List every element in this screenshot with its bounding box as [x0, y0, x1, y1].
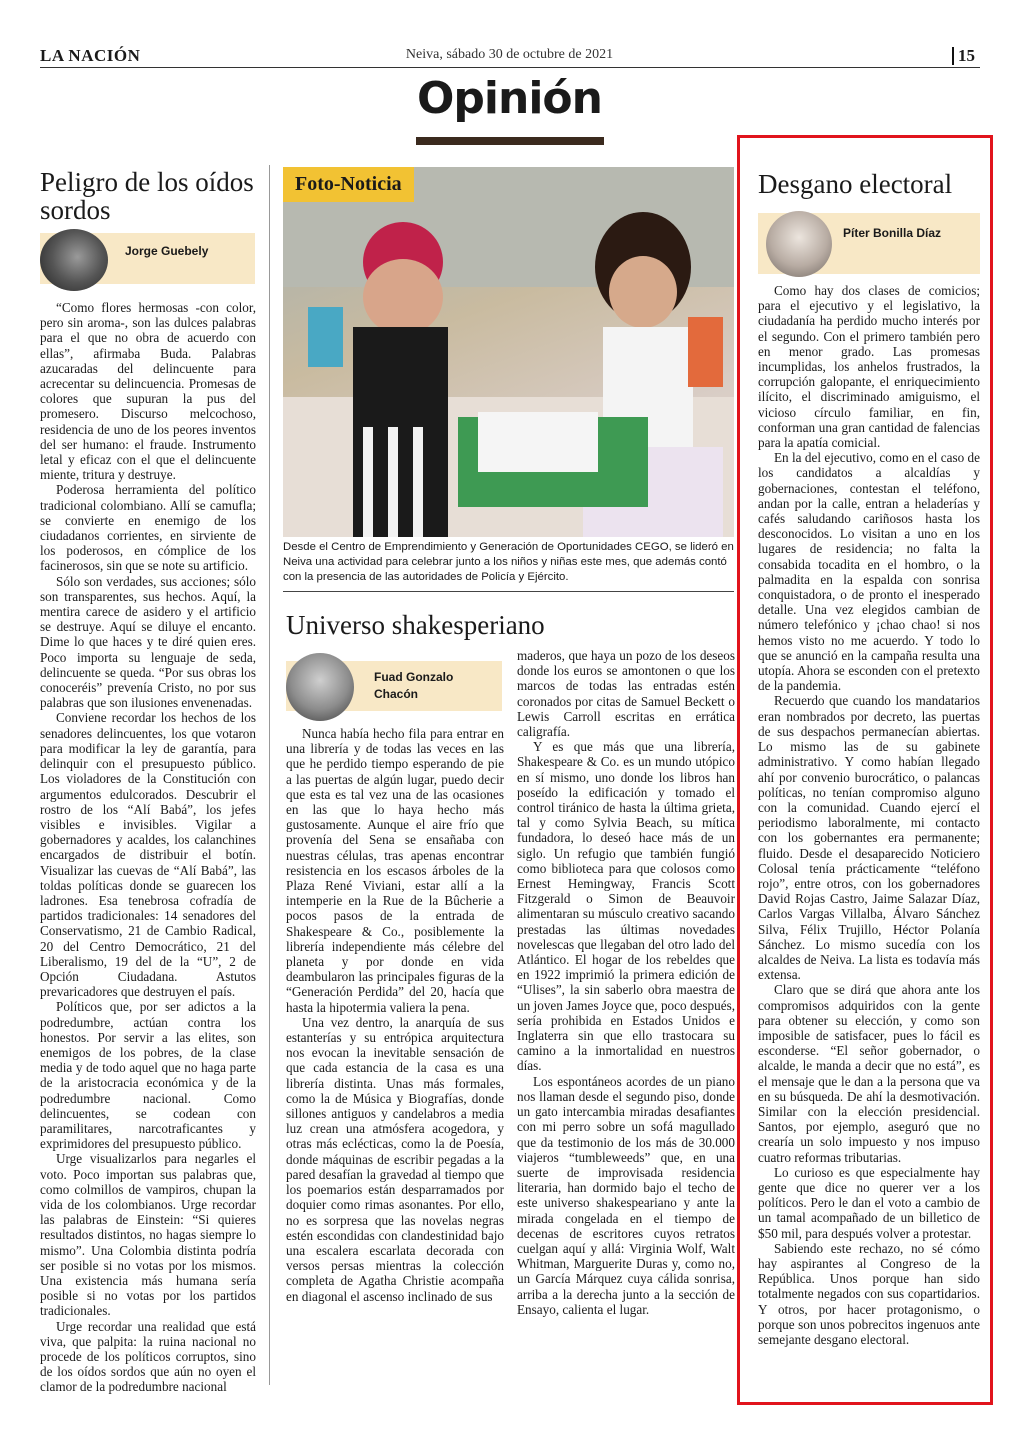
paragraph: Claro que se dirá que ahora ante los compromisos adquiridos con la gente para obtener su elección, y como son imposible de satisfacer, pues lo fácil es esconderse. “El señor gobernador, o alcalde, le manda a decir que no está”, es el mensaje que le dan a la persona que va en su búsqueda. De ahí la desmotivación. Similar con la elección presidencial. Santos, por ejemplo, aseguró que no crearía un solo impuesto y nos impuso cuatro reformas tributarias. — [758, 982, 980, 1165]
header-rule — [40, 67, 980, 68]
paragraph: Los espontáneos acordes de un piano nos llaman desde el segundo piso, donde un gato intercambia miradas desafiantes con mi perro sobre un sofá magullado que da testimonio de los más de 30.000 viajeros “tumbleweeds” que, en una suerte de improvisada residencia literaria, han dormido bajo el techo de este universo shakespeariano y ante la mirada congelada en el tiempo de decenas de escritores cuyos retratos cuelgan aquí y allá: Virginia Wolf, Walt Whitman, Marguerite Duras y, como no, un García Márquez cuya cálida sonrisa, arriba a la derecha junto a la sección de Ensayo, calienta el lugar. — [517, 1073, 735, 1317]
article-title-universo: Universo shakesperiano — [286, 610, 545, 640]
paragraph: Urge recordar una realidad que está viva, que palpita: la ruina nacional no procede de los políticos corruptos, sino de los oídos sordos que aún no oyen el clamor de la podredumbre nacional — [40, 1318, 256, 1395]
paragraph: Políticos que, por ser adictos a la podredumbre, actúan contra los honestos. Por servir a las elites, son enemigos de los pobres, de la clase media y de todo aquel que no haga parte de la aristocracia económica y de la podredumbre nacional. Como delincuentes, se codean con paramilitares, narcotraficantes y exprimidores del presupuesto público. — [40, 999, 256, 1152]
paragraph: Conviene recordar los hechos de los senadores delincuentes, los que votaron para modificar la ley de garantía, para delinquir con el presupuesto público. Los violadores de la Constitución con argumentos edulcorados. Descubrir el rostro de los “Alí Babá”, los jefes visibles e invisibles. Vigilar a gobernadores y acaldes, los calanchines encargados de distribuir el botín. Visualizar las cuevas de “Alí Babá”, las toldas políticas donde se guarecen los ladrones. Esa tenebrosa cofradía de partidos tradicionales: 14 senadores del Conservatismo, 21 de Cambio Radical, 20 del Centro Democrático, 21 del Liberalismo, 19 del de la “U”, 2 de Opción Ciudadana. Astutos prevaricadores que destruyen el país. — [40, 710, 256, 1000]
article-title-desgano: Desgano electoral — [758, 169, 953, 199]
paragraph: maderos, que haya un pozo de los deseos donde los euros se amontonen o que los marcos de todas las entradas estén coronados por citas de Samuel Beckett o Lewis Carroll escritas en errática caligrafía. — [517, 648, 735, 740]
paragraph: Sólo son verdades, sus acciones; sólo son transparentes, sus hechos. Aquí, la mentira carece de asidero y el artificio se destruye. Aquí se diluye el encanto. Dime lo que haces y te diré quien eres. Poco importa su lenguaje de seda, delincuente se queda. “Por sus obras los conoceréis” prevenía Cristo, no por sus palabras que son ilusiones envenenadas. — [40, 573, 256, 711]
byline-box-guebely — [40, 233, 255, 284]
article-body-peligro — [40, 300, 256, 1395]
author-portrait-chacon — [286, 653, 354, 721]
section-underline — [416, 137, 604, 145]
column-divider — [269, 165, 270, 1385]
paragraph: Lo curioso es que especialmente hay gente que dice no querer ver a los políticos. Pero le dan el voto a cambio de un tamal acompañado de un billetico de $50 mil, para después volver a protestar. — [758, 1164, 980, 1241]
author-portrait-bonilla — [766, 211, 832, 277]
paragraph: Recuerdo que cuando los mandatarios eran nombrados por decreto, las puertas de sus despachos permanecían abiertas. Lo mismo las de su gabinete administrativo. Y como habían llegado ahí por convenio burocrático, o palancas políticas, no tenían compromiso alguno con la comunidad. Cuando ejercí el periodismo laboralmente, mi contacto con los gobernantes era permanente; fluido. Desde el desaparecido Noticiero Colosal tenía prácticamente “teléfono rojo”, entre otros, con los gobernadores David Rojas Castro, Jaime Salazar Díaz, Carlos Vargas Villalba, Álvaro Sánchez Silva, Félix Trujillo, Héctor Polanía Sánchez. Lo mismo sucedía con los alcaldes de Neiva. La lista es todavía más extensa. — [758, 693, 980, 983]
paragraph: Y es que más que una librería, Shakespeare & Co. es un mundo utópico en sí mismo, uno donde los libros han poseído la edificación y tomado el control tiránico de hasta la última grieta, tal y como Sylvia Beach, su mítica fundadora, lo deseó hace más de un siglo. Un refugio que también fungió como biblioteca para que colosos como Ernest Hemingway, Francis Scott Fitzgerald o Simon de Beauvoir alimentaran su músculo creativo sacando prestadas las últimas novedades novelescas que llegaban del otro lado del Atlántico. El hogar de los rebeldes que en 1922 imprimió la primera edición de “Ulises”, la sin saberlo obra maestra de un joven James Joyce que, poco después, sería prohibida en Estados Unidos e Inglaterra sin que ello trastocara su camino a la inmortalidad en nuestros días. — [517, 739, 735, 1074]
author-name-chacon: Fuad Gonzalo Chacón — [374, 670, 454, 701]
paragraph: “Como flores hermosas -con color, pero sin aroma-, son las dulces palabras para el que no obra de acuerdo con ellas”, afirmaba Buda. Palabras azucaradas del delincuente para acrecentar su delincuencia. Promesas de colores que supuran la pus del promesero. Discurso melcochoso, residencia de uno de los peores inventos del ser humano: el fraude. Instrumento letal y eficaz con el que el delincuente miente, tritura y destruye. — [40, 300, 256, 483]
paragraph: Una vez dentro, la anarquía de sus estanterías y su entrópica arquitectura nos evocan la inevitable sensación de que cada estancia de la casa es una librería distinta. Unas más formales, como la de Música y Biografías, donde sillones antiguos y candelabros a media luz crean una atmósfera acogedora, y otras más eclécticas, como la de Poesía, donde máquinas de escribir pegadas a la pared desafían la gravedad al tiempo que los poemarios están desparramados por doquier como rimas asonantes. Por ello, no es sorpresa que las novelas negras estén escondidas con clandestinidad bajo una escalera escarlata decorada con versos persas mientras la colección completa de Agatha Christie acompaña en diagonal el ascenso inclinado de sus — [286, 1014, 504, 1304]
byline-box-bonilla — [758, 213, 980, 274]
author-portrait-guebely — [40, 229, 108, 291]
paragraph: En la del ejecutivo, como en el caso de los candidatos a alcaldías y gobernaciones, contestan el teléfono, andan por la calle, entran a heladerías y cafés saludando cariñosos hasta los desconocidos. Lo visitan a uno en los lugares de residencia; no falta la consabida tocadita en el hombro, o la palmadita en la espalda con sonrisa conquistadora, o de pronto el inesperado detalle. Una vez elegidos cambian de número telefónico y ¡chao chao! si nos hemos visto no me acuerdo. Y todo lo que se anunció en la campaña resulta una utopía. Ahora se esconden con el pretexto de la pandemia. — [758, 450, 980, 694]
dateline: Neiva, sábado 30 de octubre de 2021 — [405, 47, 614, 62]
photo-tag: Foto-Noticia — [283, 167, 414, 202]
article-body-universo-part2 — [517, 648, 735, 1386]
paragraph: Sabiendo este rechazo, no sé cómo hay aspirantes al Congreso de la República. Unos porque han sido totalmente negados con sus copartidarios. Y otros, por hacer protagonismo, o porque son unos pobrecitos ingenuos ante semejante desgano electoral. — [758, 1240, 980, 1348]
paragraph: Como hay dos clases de comicios; para el ejecutivo y el legislativo, la ciudadanía ha perdido mucho interés por el segundo. Con el primero también pero en menor grado. Las promesas incumplidas, los anhelos frustrados, la corrupción galopante, el enriquecimiento ilícito, el discriminado amiguismo, el vicioso círculo familiar, en fin, conforman una gran cantidad de falencias para la apatía comicial. — [758, 283, 980, 451]
photo-illustration — [283, 167, 734, 537]
news-photo — [283, 167, 734, 537]
article-title-peligro: Peligro de los oídos sordos — [40, 167, 254, 225]
photo-caption: Desde el Centro de Emprendimiento y Generación de Oportunidades CEGO, se lideró en Neiva una actividad para celebrar junto a los niños y niñas este mes, que además contó con la presencia de las autoridades de Policía y Ejército. — [283, 541, 734, 583]
page-number: 15 — [952, 47, 975, 65]
masthead-logo: LA NACIÓN — [40, 46, 141, 65]
article-body-desgano — [758, 283, 980, 1383]
author-name-guebely: Jorge Guebely — [125, 244, 209, 258]
author-name-bonilla: Píter Bonilla Díaz — [843, 226, 942, 240]
article-body-universo-part1 — [286, 726, 504, 1386]
paragraph: Urge visualizarlos para negarles el voto. Poco importan sus palabras que, como colmillos de vampiros, chupan la vida de los colombianos. Urge recordar las palabras de Einstein: “Si quieres resultados distintos, no hagas siempre lo mismo”. Una Colombia distinta podría ser posible si no votas por los mismos. Una existencia más humana sería posible si no votas por los partidos tradicionales. — [40, 1151, 256, 1319]
paragraph: Nunca había hecho fila para entrar en una librería y de todas las veces en las que he perdido tiempo esperando de pie a las puertas de algún lugar, puedo decir que esta es tal vez una de las ocasiones en las que lo haya hecho más gustosamente. Aunque el aire frío que provenía del Sena se ensañaba con nuestras células, tras apenas encontrar resistencia en los escasos árboles de la Plaza René Viviani, estar allí a la intemperie en la Rue de la Bûcherie a pocos pasos de la entrada de Shakespeare & Co., posiblemente la librería independiente más célebre del planeta y por donde en vida deambularon las principales figuras de la “Generación Perdida” del 20, hacía que hasta la hipotermia valiera la pena. — [286, 726, 504, 1015]
section-title: Opinión — [417, 73, 602, 124]
paragraph: Poderosa herramienta del político tradicional colombiano. Allí se camufla; se convierte en enemigo de los ciudadanos corrientes, en sirviente de los poderosos, en cómplice de los facinerosos, sin que se note su artificio. — [40, 482, 256, 574]
byline-box-chacon — [286, 661, 502, 711]
caption-rule — [283, 591, 734, 592]
